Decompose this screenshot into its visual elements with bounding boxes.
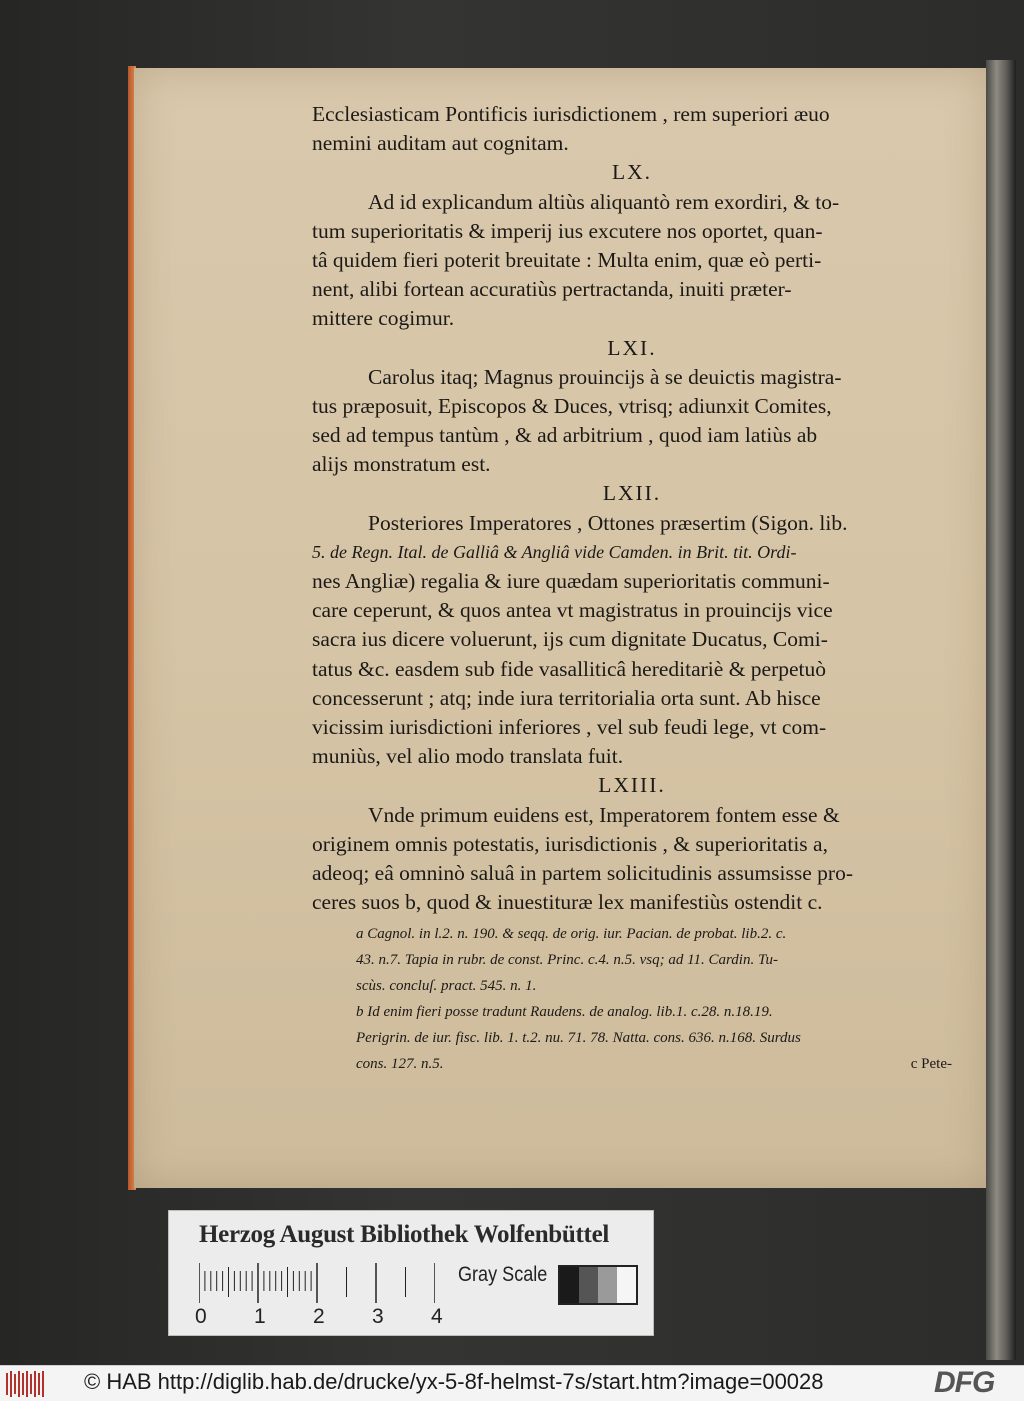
gray-scale-swatches (558, 1265, 638, 1305)
footnote-line: Perigrin. de iur. fisc. lib. 1. t.2. nu. 71. 78. Natta. cons. 636. n.168. Surdus (356, 1030, 801, 1047)
footnote-line: cons. 127. n.5. (356, 1056, 444, 1073)
section-heading: LXI. (607, 335, 657, 360)
dfg-logo: DFG (934, 1366, 995, 1399)
text-line: Vnde primum euidens est, Imperatorem fontem esse & (368, 802, 840, 827)
footnote-line: b Id enim fieri posse tradunt Raudens. de analog. lib.1. c.28. n.18.19. (356, 1004, 773, 1021)
source-url-link[interactable]: © HAB http://diglib.hab.de/drucke/yx-5-8f-helmst-7s/start.htm?image=00028 (84, 1369, 824, 1394)
text-line: tus præposuit, Episcopos & Duces, vtrisq; adiunxit Comites, (312, 393, 832, 418)
measuring-ruler (199, 1263, 435, 1303)
text-line: adeoq; eâ omninò saluâ in partem solicitudinis assumsisse pro- (312, 860, 853, 885)
library-color-card (168, 1210, 654, 1336)
text-line: sacra ius dicere voluerunt, ijs cum dignitate Ducatus, Comi- (312, 627, 828, 652)
text-line: tâ quidem fieri poterit breuitate : Multa enim, quæ eò perti- (312, 247, 822, 272)
ruler-number: 4 (431, 1305, 443, 1328)
text-line: care ceperunt, & quos antea vt magistratus in prouincijs vice (312, 598, 833, 623)
catchword: c Pete- (910, 1056, 952, 1073)
gray-scale-label: Gray Scale (458, 1263, 548, 1286)
footnote-line: a Cagnol. in l.2. n. 190. & seqq. de orig. iur. Pacian. de probat. lib.2. c. (356, 926, 787, 943)
footer-bar (0, 1365, 1024, 1401)
section-heading: LXIII. (598, 773, 666, 798)
text-line: nent, alibi fortean accuratiùs pertractanda, inuiti præter- (312, 277, 792, 302)
text-line: Posteriores Imperatores , Ottones præsertim (Sigon. lib. (368, 510, 848, 535)
text-line: 5. de Regn. Ital. de Galliâ & Angliâ vide Camden. in Brit. tit. Ordi- (312, 541, 797, 562)
section-heading: LX. (611, 160, 653, 185)
text-line: nemini auditam aut cognitam. (312, 131, 569, 156)
footnote-last-line (312, 1051, 952, 1077)
text-line: vicissim iurisdictioni inferiores , vel sub feudi lege, vt com- (312, 714, 827, 739)
footnote-line: scùs. concluſ. pract. 545. n. 1. (356, 978, 537, 995)
section-heading: LXII. (602, 481, 662, 506)
text-line: ceres suos b, quod & inuestituræ lex manifestiùs ostendit c. (312, 890, 823, 915)
gray-swatch (617, 1267, 636, 1303)
page-text (312, 100, 952, 1077)
text-line: alijs monstratum est. (312, 452, 491, 477)
text-line: originem omnis potestatis, iurisdictionis , & superioritatis a, (312, 831, 828, 856)
text-line: Ecclesiasticam Pontificis iurisdictionem , rem superiori æuo (312, 102, 830, 126)
ruler-number: 0 (195, 1305, 207, 1328)
footnote-line: 43. n.7. Tapia in rubr. de const. Princ. c.4. n.5. vsq; ad 11. Cardin. Tu- (356, 952, 778, 969)
text-line: tatus &c. easdem sub fide vasalliticâ hereditariè & perpetuò (312, 656, 827, 681)
text-line: nes Angliæ) regalia & iure quædam superioritatis communi- (312, 569, 830, 593)
text-line: mittere cogimur. (312, 306, 455, 331)
text-line: Carolus itaq; Magnus prouincijs à se deuictis magistra- (368, 364, 842, 389)
ruler-number: 3 (372, 1305, 384, 1328)
text-line: sed ad tempus tantùm , & ad arbitrium , quod iam latiùs ab (312, 423, 818, 448)
hab-barcode-icon (6, 1371, 46, 1397)
gray-swatch (598, 1267, 617, 1303)
text-line: tum superioritatis & imperij ius excutere nos oportet, quan- (312, 218, 823, 243)
gray-swatch (560, 1267, 579, 1303)
text-line: Ad id explicandum altiùs aliquantò rem exordiri, & to- (368, 189, 840, 214)
text-line: muniùs, vel alio modo translata fuit. (312, 744, 624, 769)
gray-swatch (579, 1267, 598, 1303)
book-gutter (986, 60, 1016, 1360)
ruler-number: 2 (313, 1305, 325, 1328)
text-line: concesserunt ; atq; inde iura territorialia orta sunt. Ab hisce (312, 685, 821, 710)
ruler-number: 1 (254, 1305, 266, 1328)
library-title: Herzog August Bibliothek Wolfenbüttel (199, 1221, 610, 1248)
